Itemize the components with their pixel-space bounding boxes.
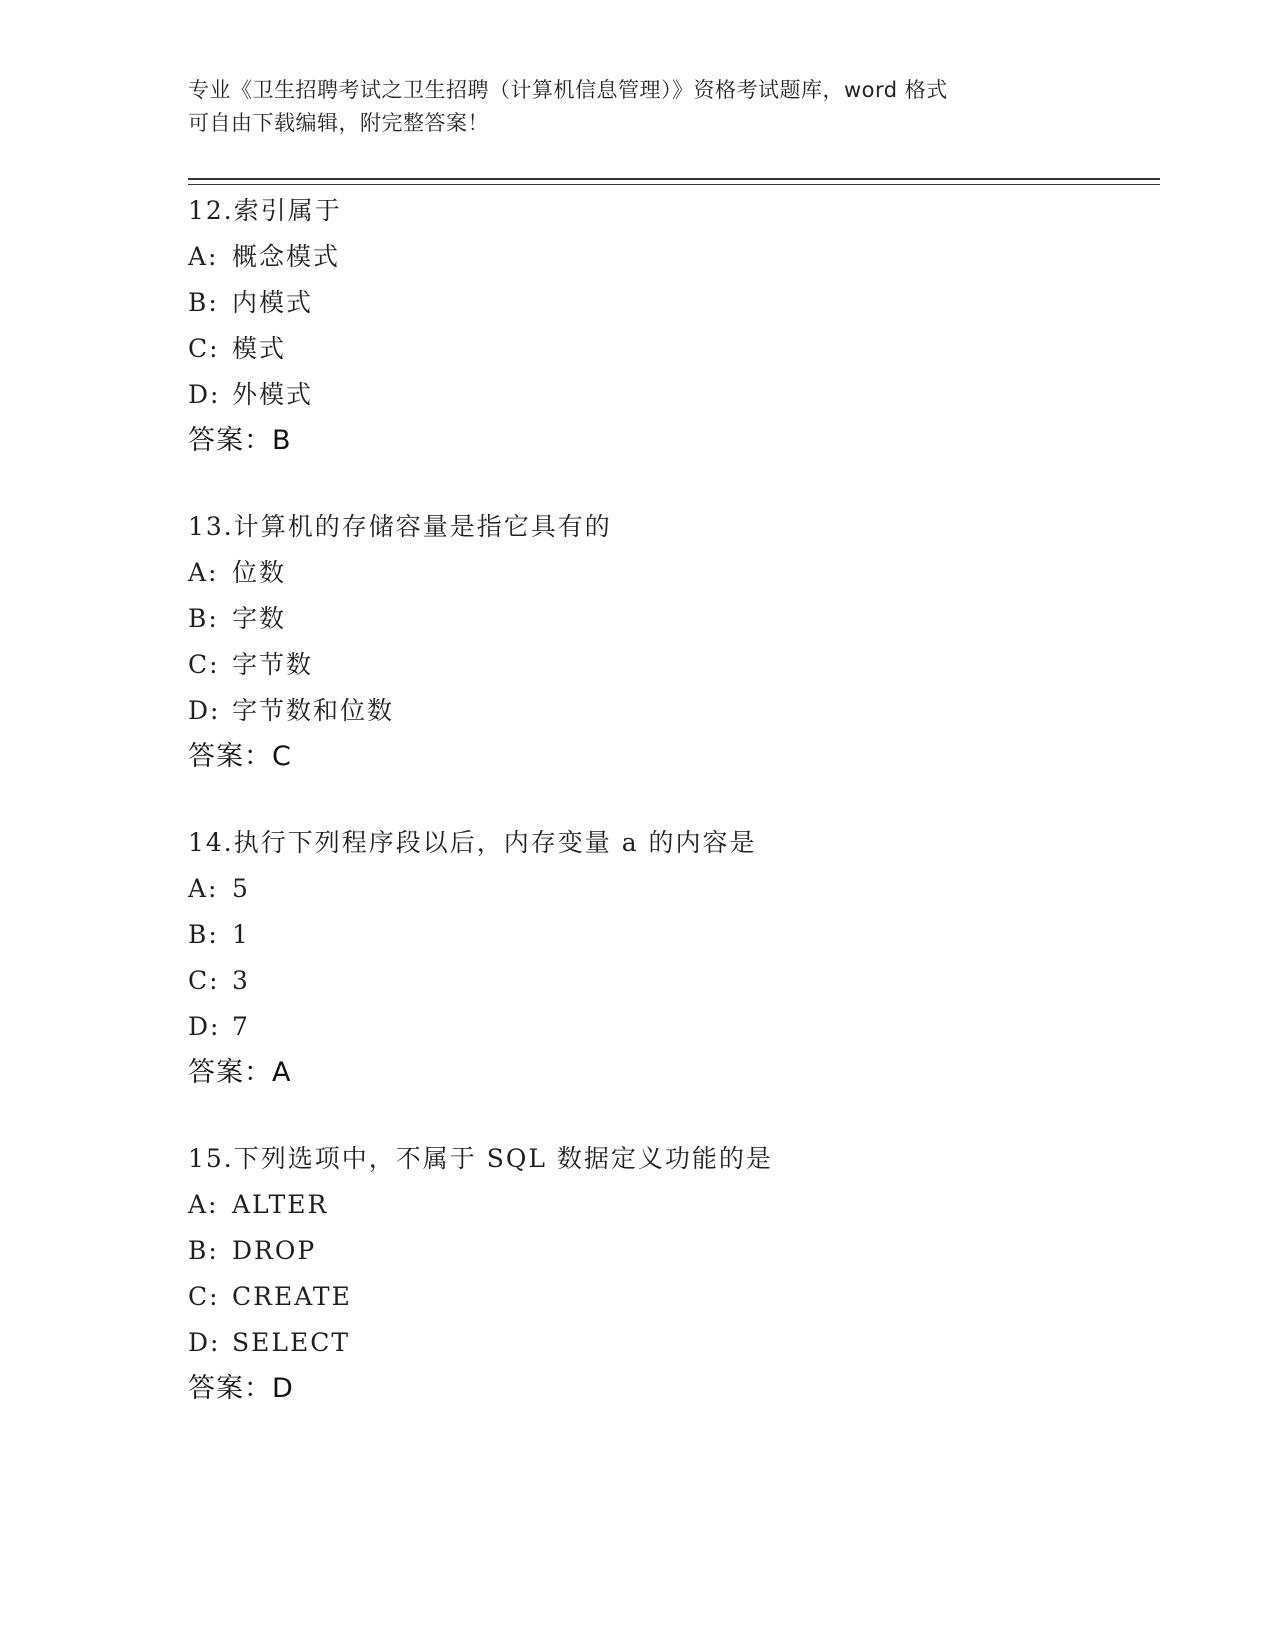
question-title: 15.下列选项中，不属于 SQL 数据定义功能的是 xyxy=(188,1144,773,1173)
option-label: D: xyxy=(188,380,221,409)
header-line-1: 专业《卫生招聘考试之卫生招聘（计算机信息管理）》资格考试题库，word 格式 xyxy=(188,78,948,102)
option-label: D: xyxy=(188,1328,221,1357)
answer: 答案：D xyxy=(188,1373,294,1404)
option-text: 1 xyxy=(232,920,250,949)
option-label: A: xyxy=(188,558,219,587)
option-a xyxy=(188,866,1148,912)
question-title: 14.执行下列程序段以后，内存变量 a 的内容是 xyxy=(188,828,757,857)
option-c xyxy=(188,1274,1148,1320)
option-label: B: xyxy=(188,288,219,317)
option-d xyxy=(188,1004,1148,1050)
option-b xyxy=(188,596,1148,642)
option-label: A: xyxy=(188,874,219,903)
question-15 xyxy=(188,1136,1148,1412)
question-12 xyxy=(188,188,1148,464)
option-label: C: xyxy=(188,334,220,363)
answer: 答案：C xyxy=(188,741,292,772)
option-text: 位数 xyxy=(232,558,287,587)
option-c xyxy=(188,326,1148,372)
option-label: D: xyxy=(188,696,221,725)
option-c xyxy=(188,642,1148,688)
option-c xyxy=(188,958,1148,1004)
question-title: 13.计算机的存储容量是指它具有的 xyxy=(188,512,612,541)
option-a xyxy=(188,234,1148,280)
option-label: C: xyxy=(188,650,220,679)
option-label: B: xyxy=(188,1236,219,1265)
question-title: 12.索引属于 xyxy=(188,196,342,225)
document-header xyxy=(188,74,1088,140)
option-text: 字节数 xyxy=(232,650,314,679)
option-label: A: xyxy=(188,242,219,271)
option-label: A: xyxy=(188,1190,219,1219)
option-b xyxy=(188,912,1148,958)
header-line-2: 可自由下载编辑，附完整答案！ xyxy=(188,111,489,135)
option-text: 模式 xyxy=(232,334,287,363)
option-d xyxy=(188,688,1148,734)
option-text: 外模式 xyxy=(232,380,314,409)
option-b xyxy=(188,1228,1148,1274)
option-a xyxy=(188,550,1148,596)
question-14 xyxy=(188,820,1148,1096)
option-text: CREATE xyxy=(232,1282,352,1311)
option-text: SELECT xyxy=(232,1328,351,1357)
option-text: ALTER xyxy=(232,1190,329,1219)
option-text: 概念模式 xyxy=(232,242,341,271)
option-d xyxy=(188,1320,1148,1366)
option-label: B: xyxy=(188,604,219,633)
option-text: 5 xyxy=(232,874,250,903)
option-label: B: xyxy=(188,920,219,949)
header-divider xyxy=(188,178,1160,185)
question-13 xyxy=(188,504,1148,780)
answer: 答案：A xyxy=(188,1057,292,1088)
option-text: 7 xyxy=(232,1012,250,1041)
option-text: 3 xyxy=(232,966,250,995)
option-d xyxy=(188,372,1148,418)
option-label: D: xyxy=(188,1012,221,1041)
option-label: C: xyxy=(188,1282,220,1311)
option-text: 字节数和位数 xyxy=(232,696,395,725)
option-b xyxy=(188,280,1148,326)
option-text: 字数 xyxy=(232,604,287,633)
option-a xyxy=(188,1182,1148,1228)
question-list xyxy=(188,188,1148,1452)
option-text: 内模式 xyxy=(232,288,314,317)
option-label: C: xyxy=(188,966,220,995)
answer: 答案：B xyxy=(188,425,292,456)
option-text: DROP xyxy=(232,1236,317,1265)
